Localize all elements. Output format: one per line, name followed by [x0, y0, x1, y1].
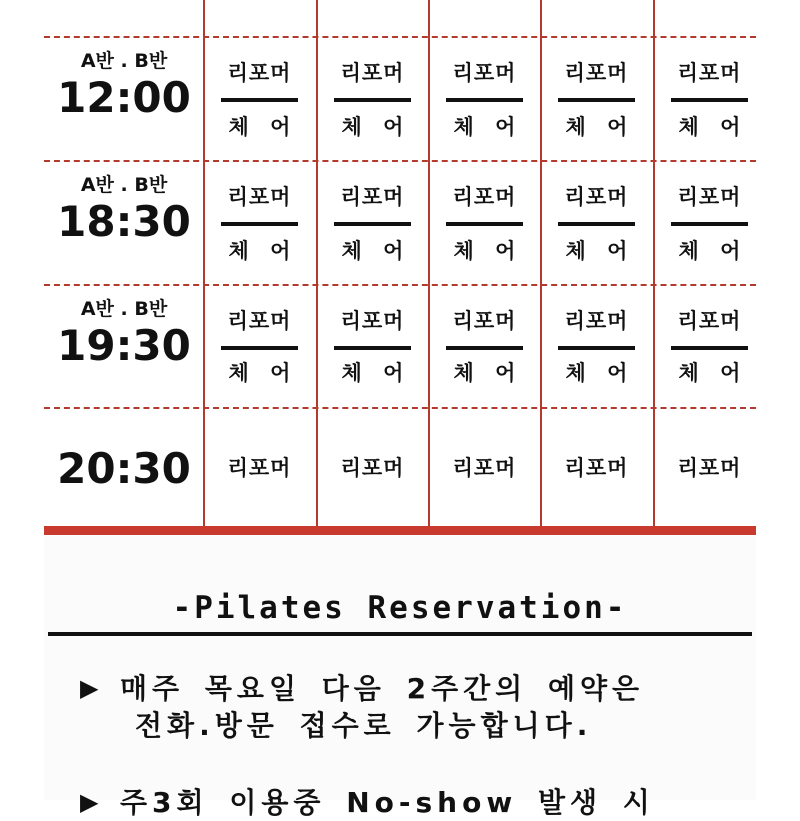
chair-label: 체 어	[678, 361, 741, 385]
reformer-label: 리포머	[340, 309, 405, 333]
chair-label: 체 어	[228, 361, 291, 385]
notice-item	[80, 784, 760, 821]
grid-horizontal-line	[44, 407, 756, 409]
reformer-label: 리포머	[227, 456, 292, 480]
cell-divider	[334, 346, 411, 350]
cell-divider	[446, 346, 523, 350]
cell-divider	[221, 98, 298, 102]
chair-label: 체 어	[565, 115, 628, 139]
reformer-label: 리포머	[677, 61, 742, 85]
play-triangle-icon: ▶	[80, 788, 99, 816]
cell-divider	[558, 346, 635, 350]
notice-continuation	[80, 708, 800, 744]
title-underline	[48, 632, 752, 636]
reformer-label: 리포머	[677, 309, 742, 333]
reformer-label: 리포머	[452, 185, 517, 209]
timetable-bottom-bar	[44, 526, 756, 535]
chair-label: 체 어	[341, 361, 404, 385]
cell-divider	[446, 98, 523, 102]
class-label: A반 . B반	[80, 50, 168, 72]
class-label: A반 . B반	[80, 298, 168, 320]
cell-divider	[558, 222, 635, 226]
notice-text: 전화.방문 접수로 가능합니다.	[135, 709, 593, 742]
reformer-label: 리포머	[227, 185, 292, 209]
reformer-label: 리포머	[227, 309, 292, 333]
reformer-label: 리포머	[452, 309, 517, 333]
time-label: 12:00	[57, 73, 191, 122]
cell-divider	[558, 98, 635, 102]
reservation-title: -Pilates Reservation-	[172, 590, 628, 626]
reformer-label: 리포머	[340, 185, 405, 209]
cell-divider	[221, 346, 298, 350]
chair-label: 체 어	[453, 239, 516, 263]
chair-label: 체 어	[678, 239, 741, 263]
reformer-label: 리포머	[677, 185, 742, 209]
time-label: 19:30	[57, 321, 191, 370]
time-label: 20:30	[57, 444, 191, 493]
class-label: A반 . B반	[80, 174, 168, 196]
notice-item	[80, 670, 760, 707]
grid-horizontal-line	[44, 160, 756, 162]
grid-horizontal-line	[44, 284, 756, 286]
chair-label: 체 어	[565, 361, 628, 385]
chair-label: 체 어	[678, 115, 741, 139]
cell-divider	[221, 222, 298, 226]
cell-divider	[671, 346, 748, 350]
cell-divider	[334, 98, 411, 102]
reformer-label: 리포머	[564, 456, 629, 480]
chair-label: 체 어	[228, 239, 291, 263]
notice-text: 주3회 이용중 No-show 발생 시	[120, 786, 655, 819]
notice-text: 매주 목요일 다음 2주간의 예약은	[120, 672, 645, 705]
play-triangle-icon: ▶	[80, 674, 99, 702]
reformer-label: 리포머	[452, 61, 517, 85]
chair-label: 체 어	[453, 361, 516, 385]
grid-horizontal-line	[44, 36, 756, 38]
reformer-label: 리포머	[227, 61, 292, 85]
reformer-label: 리포머	[677, 456, 742, 480]
reformer-label: 리포머	[340, 456, 405, 480]
cell-divider	[671, 98, 748, 102]
reformer-label: 리포머	[452, 456, 517, 480]
chair-label: 체 어	[341, 239, 404, 263]
chair-label: 체 어	[453, 115, 516, 139]
chair-label: 체 어	[341, 115, 404, 139]
reformer-label: 리포머	[340, 61, 405, 85]
chair-label: 체 어	[228, 115, 291, 139]
cell-divider	[671, 222, 748, 226]
cell-divider	[334, 222, 411, 226]
cell-divider	[446, 222, 523, 226]
reformer-label: 리포머	[564, 61, 629, 85]
time-label: 18:30	[57, 197, 191, 246]
chair-label: 체 어	[565, 239, 628, 263]
reformer-label: 리포머	[564, 309, 629, 333]
reformer-label: 리포머	[564, 185, 629, 209]
